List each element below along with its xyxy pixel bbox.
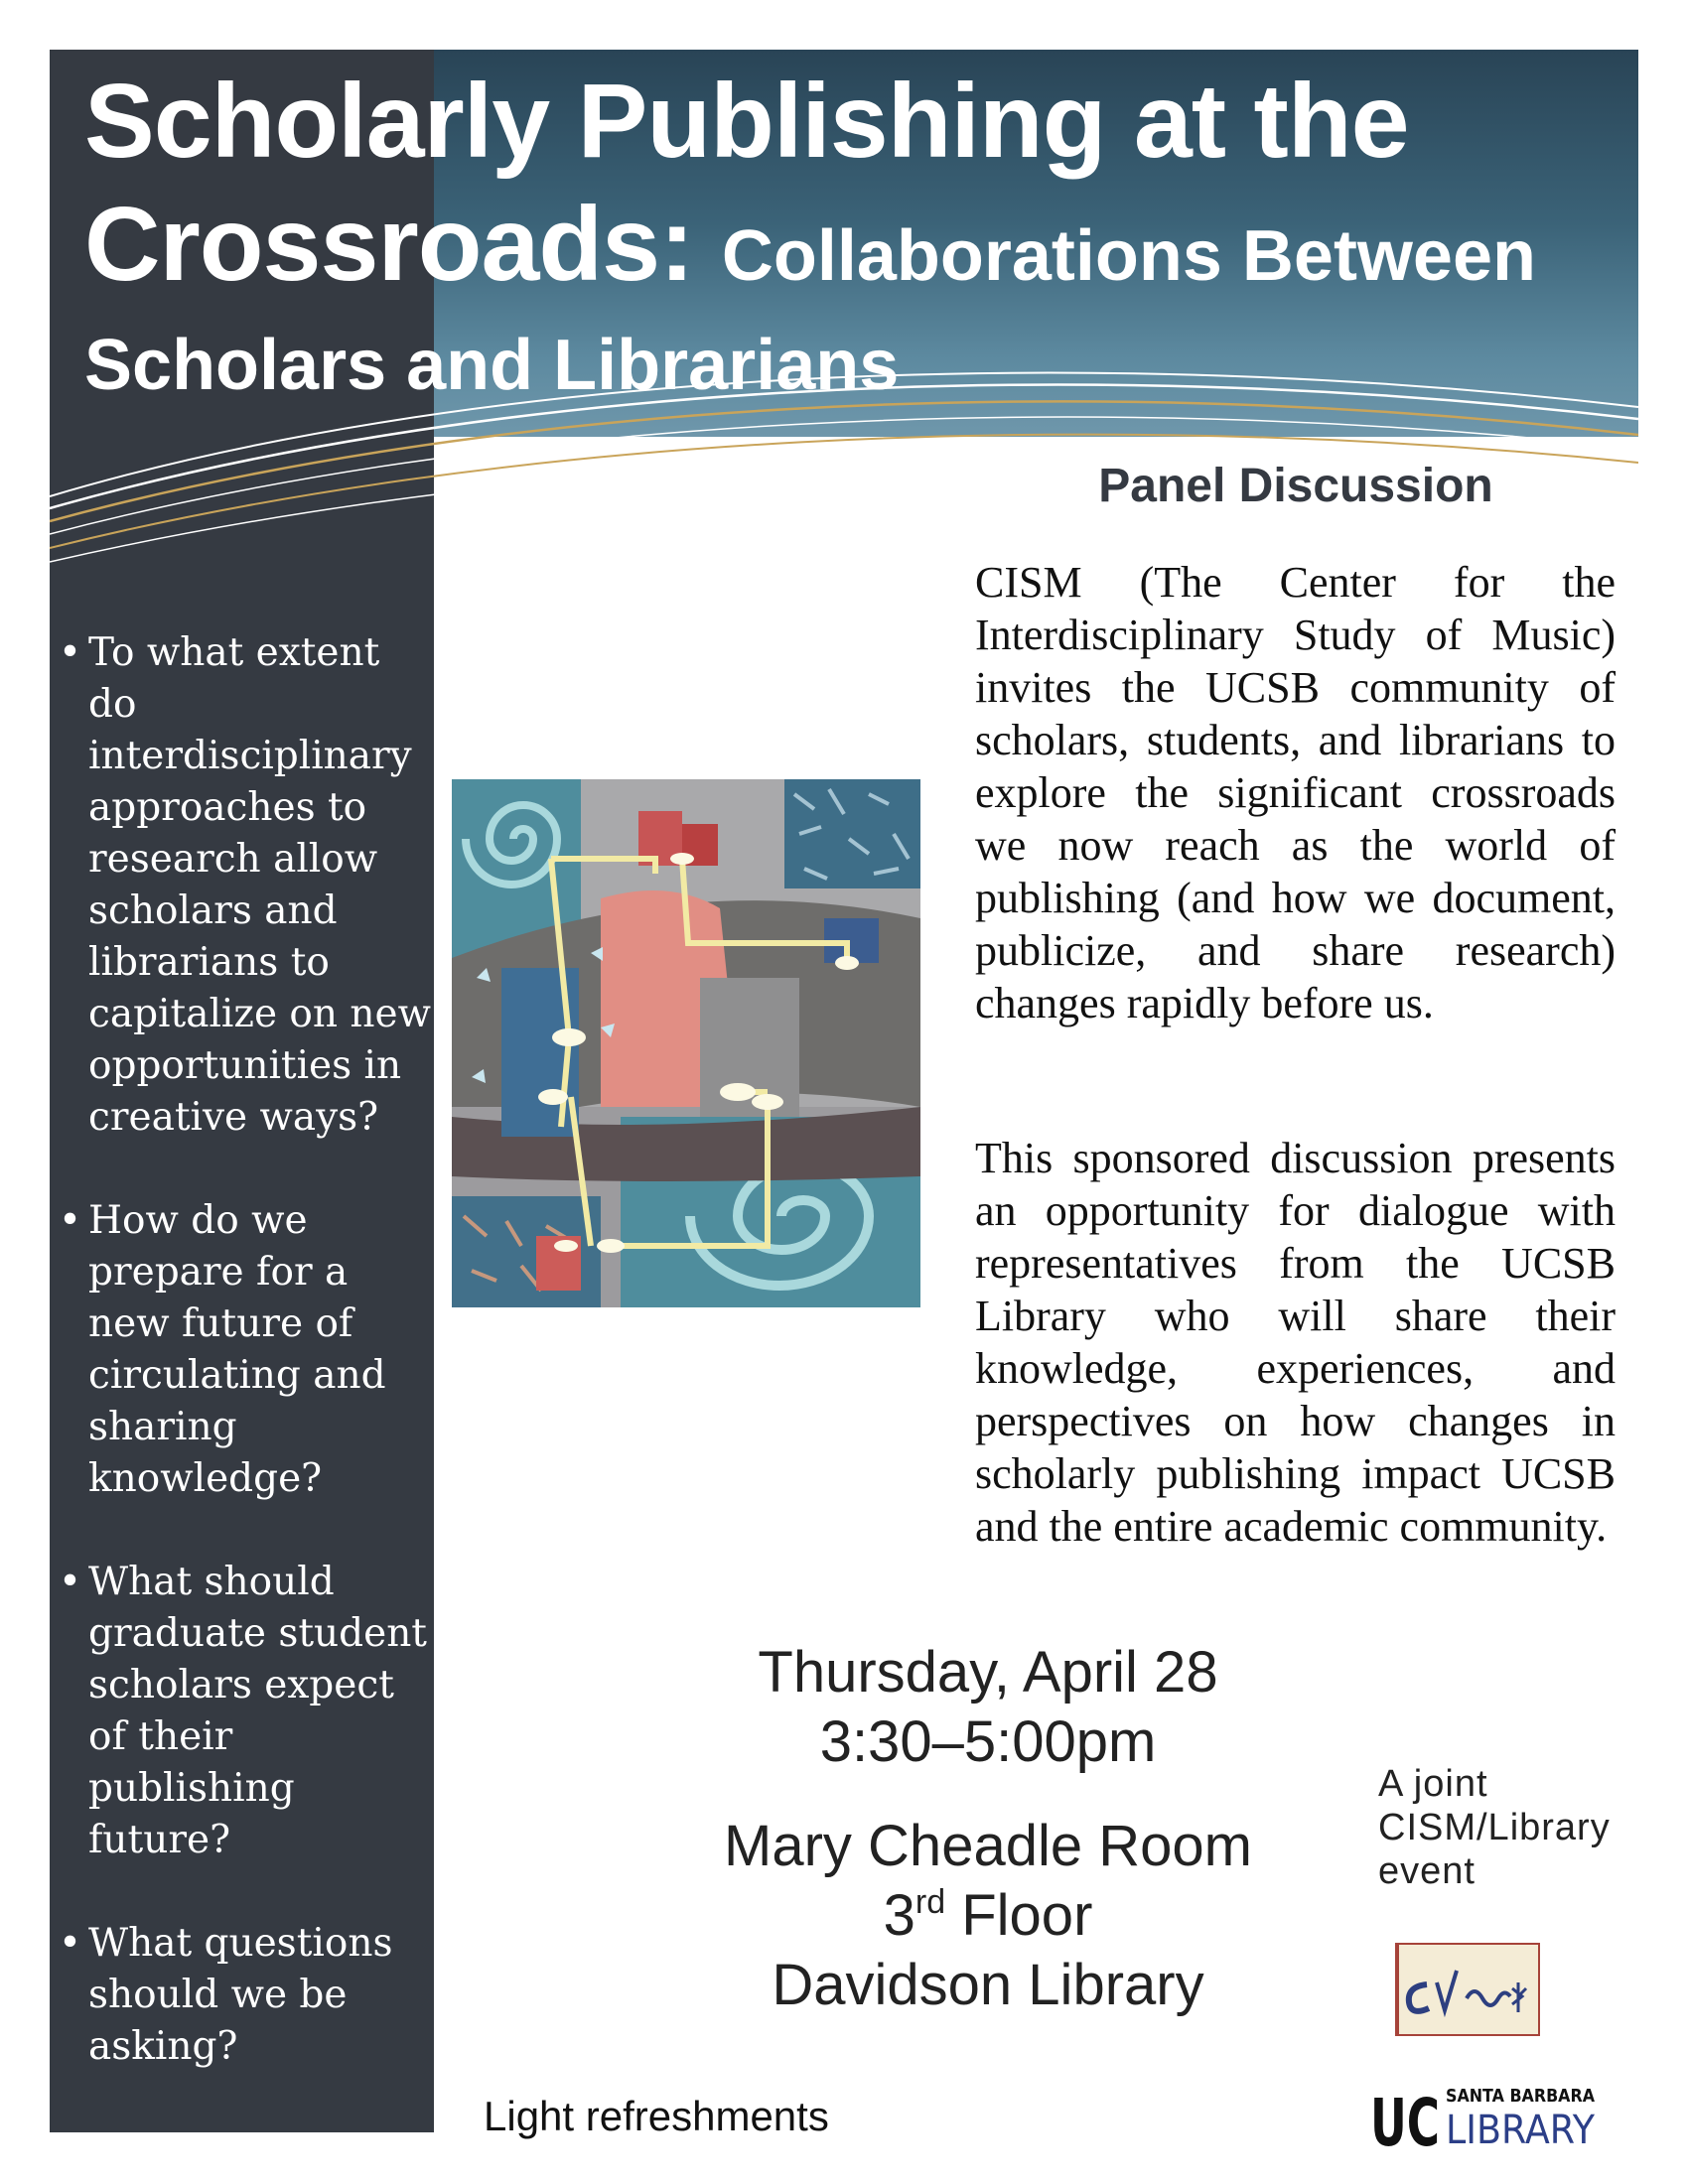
discussion-questions [55,627,432,2124]
event-date-time [695,1638,1281,1777]
bullet-icon: • [59,1198,82,1243]
question-item [55,1918,432,2073]
question-text: How do we prepare for a new future of circulating and sharing knowledge? [88,1198,386,1501]
cism-logo [1395,1943,1540,2036]
floor-suffix: rd [914,1883,946,1921]
title-line-1: Scholarly Publishing at the [84,63,1409,180]
floor-number: 3 [883,1883,915,1948]
intro-paragraph: CISM (The Center for the Interdisciplinary Study of Music) invites the UCSB community of scholars, students, and librarians to explore the significant crossroads we now reach as the world of publishing (and how we document, publicize, and share research) changes rapidly before us. [975,558,1616,1027]
question-text: To what extent do interdisciplinary approaches to research allow scholars and librarians to capitalize on new opportunities in creative ways? [88,630,432,1140]
crossroads-illustration [452,779,920,1307]
title-subtitle-a: Collaborations Between [721,216,1536,296]
event-building: Davidson Library [772,1953,1204,2017]
joint-line-3: event [1378,1850,1476,1892]
bullet-icon: • [59,1921,82,1966]
logo-library: LIBRARY [1446,2108,1596,2149]
question-text: What questions should we be asking? [88,1921,393,2069]
question-item [55,627,432,1144]
bullet-icon: • [59,1560,82,1604]
title-subtitle-b: Scholars and Librarians [84,326,900,405]
title-crossroads: Crossroads: [84,186,694,303]
logo-santa-barbara: SANTA BARBARA [1446,2086,1596,2107]
event-date: Thursday, April 28 [758,1640,1218,1705]
description-paragraph: This sponsored discussion presents an opportunity for dialogue with representatives from the UCSB Library who will share their knowledge, experiences, and perspectives on how changes in scholarly publishing impact UCSB and the entire academic community. [975,1134,1616,1551]
floor-word: Floor [961,1883,1093,1948]
event-time: 3:30–5:00pm [819,1709,1157,1774]
question-item [55,1195,432,1505]
panel-discussion-heading: Panel Discussion [1098,460,1493,512]
joint-event-note [1378,1762,1636,1893]
question-text: What should graduate student scholars expect of their publishing future? [88,1560,427,1862]
page-title [84,60,1633,413]
bullet-icon: • [59,630,82,675]
refreshments-note: Light refreshments [484,2093,829,2139]
event-floor [884,1883,1093,1948]
event-room: Mary Cheadle Room [724,1814,1252,1878]
title-line-2 [84,183,1633,318]
joint-line-1: A joint [1378,1763,1488,1805]
event-location [685,1812,1291,2020]
ucsb-library-logo [1370,2080,1599,2149]
question-item [55,1557,432,1866]
joint-line-2: CISM/Library [1378,1807,1611,1848]
logo-uc: UC [1370,2085,1440,2149]
